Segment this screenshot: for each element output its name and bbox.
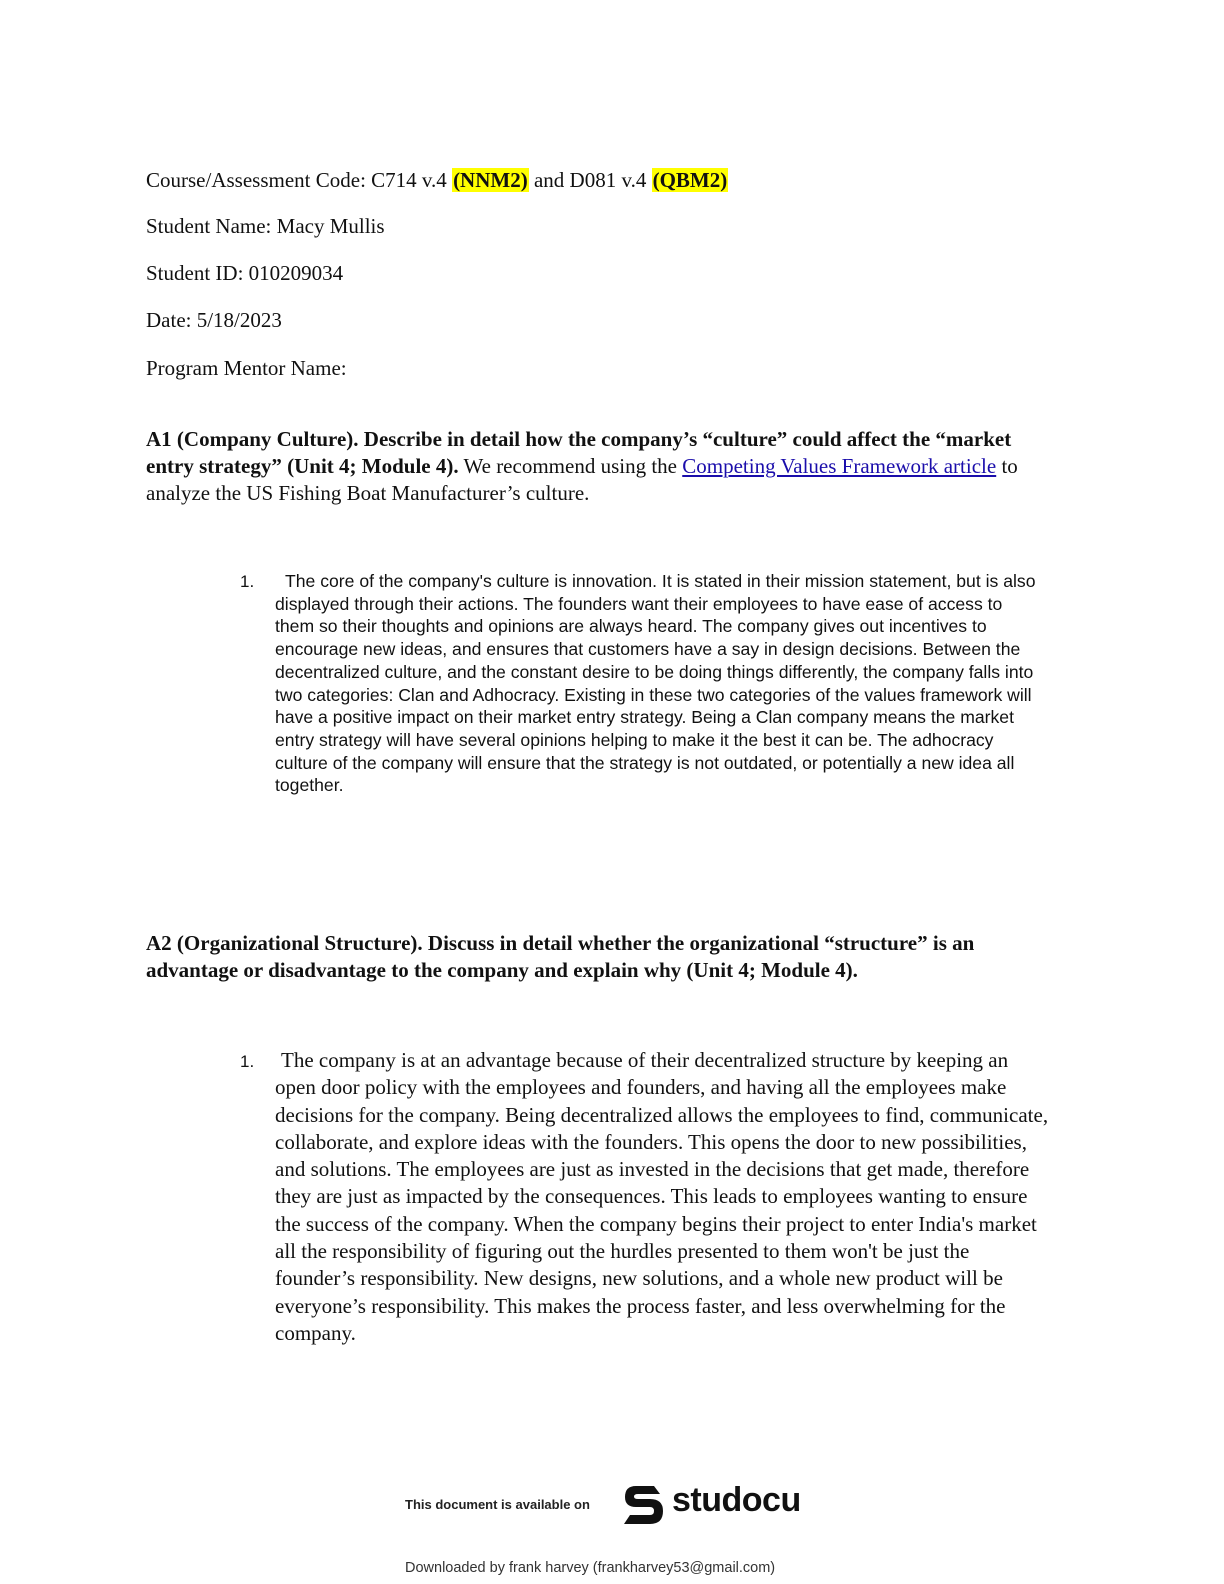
available-on-text: This document is available on bbox=[405, 1497, 590, 1512]
course-code-highlight-1: (NNM2) bbox=[453, 168, 528, 192]
studocu-logo-icon bbox=[620, 1480, 668, 1528]
downloaded-by: Downloaded by frank harvey (frankharvey53@gmail.com) bbox=[405, 1560, 776, 1576]
a1-answer-number: 1. bbox=[240, 572, 255, 591]
date: Date: 5/18/2023 bbox=[146, 308, 282, 332]
course-code-line bbox=[146, 168, 728, 192]
student-id: Student ID: 010209034 bbox=[146, 261, 344, 285]
competing-values-link[interactable]: Competing Values Framework article bbox=[682, 454, 997, 478]
course-code-prefix: Course/Assessment Code: C714 v.4 bbox=[146, 168, 453, 192]
a1-heading: A1 (Company Culture). Describe in detail how the company’s “culture” could affect the “market entry strategy” (Unit 4; Module 4). bbox=[146, 427, 1012, 478]
a2-answer-number: 1. bbox=[240, 1052, 255, 1071]
a2-answer bbox=[275, 1047, 1050, 1347]
course-code-highlight-2: (QBM2) bbox=[652, 168, 728, 192]
course-code-mid: and D081 v.4 bbox=[528, 168, 652, 192]
a2-answer-text: The company is at an advantage because of their decentralized structure by keeping an open door policy with the employees and founders, and having all the employees make decisions for the company. Being decentralized allows the employees to find, communicate, collaborate, and explore ideas with the founders. This opens the door to new possibilities, and solutions. The employees are just as invested in the decisions that get made, therefore they are just as impacted by the consequences. This leads to employees wanting to ensure the success of the company. When the company begins their project to enter India's market all the responsibility of figuring out the hurdles presented to them won't be just the founder’s responsibility. New designs, new solutions, and a whole new product will be everyone’s responsibility. This makes the process faster, and less overwhelming for the company. bbox=[275, 1048, 1049, 1345]
program-mentor-name: Program Mentor Name: bbox=[146, 356, 347, 380]
student-name: Student Name: Macy Mullis bbox=[146, 214, 385, 238]
a2-heading: A2 (Organizational Structure). Discuss in detail whether the organizational “structure” is an advantage or disadvantage to the company and explain why (Unit 4; Module 4). bbox=[146, 931, 975, 982]
a2-question bbox=[146, 930, 1056, 984]
a1-question bbox=[146, 426, 1056, 507]
a1-answer bbox=[275, 570, 1045, 797]
a1-text-before-link: We recommend using the bbox=[458, 454, 683, 478]
a1-answer-text: The core of the company's culture is innovation. It is stated in their mission statement, but is also displayed through their actions. The founders want their employees to have ease of access to them so their thoughts and opinions are always heard. The company gives out incentives to encourage new ideas, and ensures that customers have a say in design decisions. Between the decentralized culture, and the constant desire to be doing things differently, the company falls into two categories: Clan and Adhocracy. Existing in these two categories of the values framework will have a positive impact on their market entry strategy. Being a Clan company means the market entry strategy will have several opinions helping to make it the best it can be. The adhocracy culture of the company will ensure that the strategy is not outdated, or potentially a new idea all together. bbox=[275, 571, 1036, 796]
a1-text-after-link: to analyze the US Fishing Boat Manufacturer’s culture. bbox=[146, 454, 1018, 505]
studocu-brand: studocu bbox=[672, 1481, 801, 1519]
